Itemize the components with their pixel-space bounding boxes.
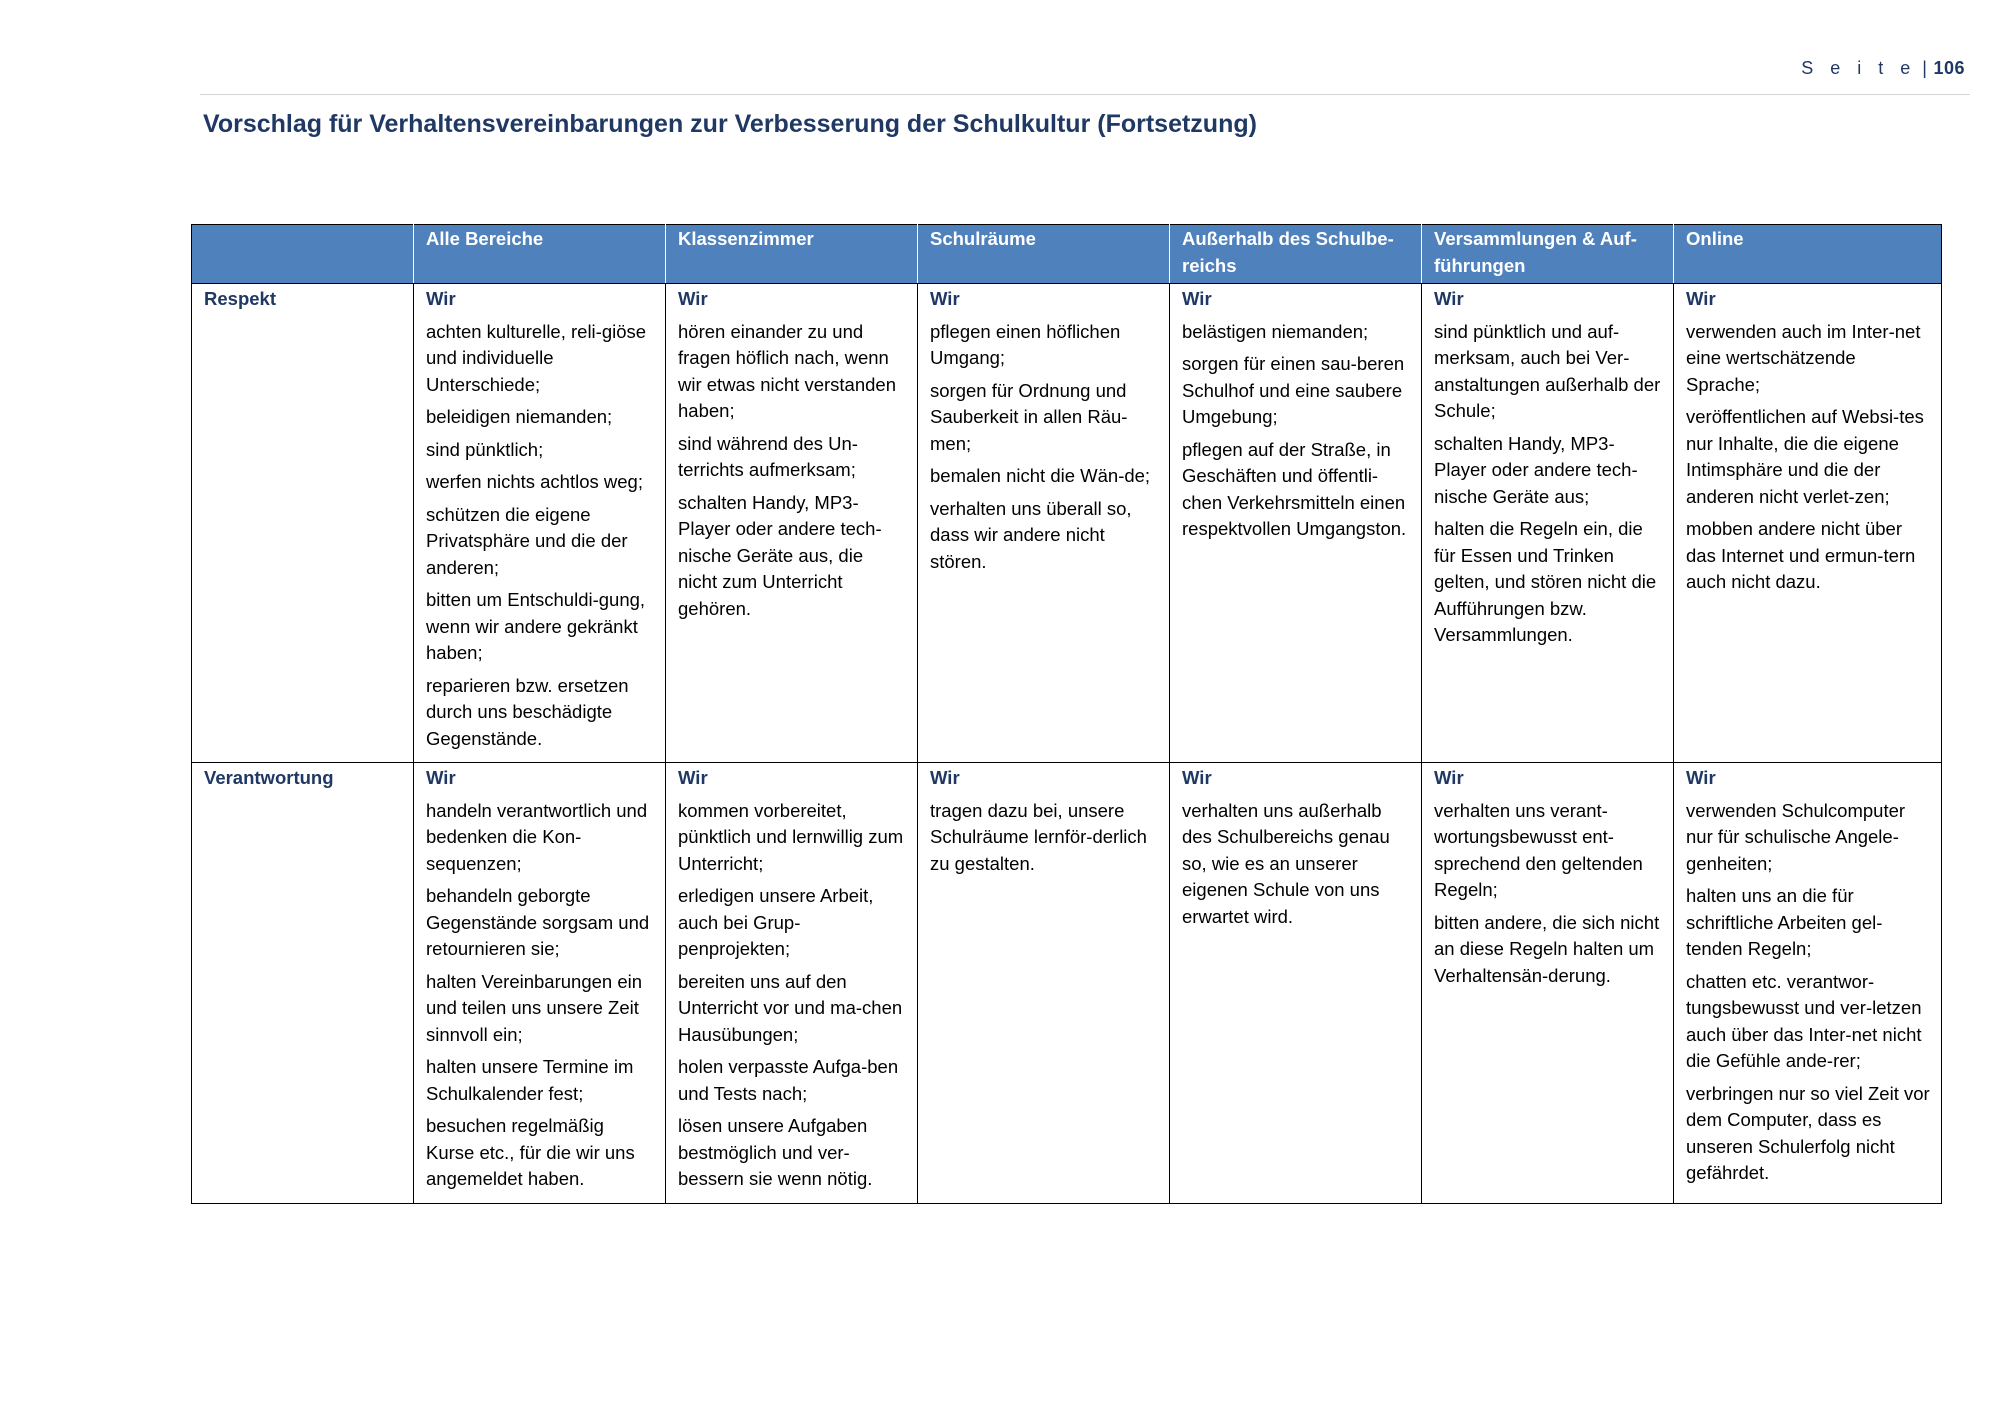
list-item: bitten um Entschuldi-gung, wenn wir andere gekränkt haben; bbox=[426, 589, 646, 663]
table-cell bbox=[1422, 763, 1674, 1204]
column-header: Alle Bereiche bbox=[414, 225, 666, 284]
table-cell bbox=[918, 763, 1170, 1204]
list-item: tragen dazu bei, unsere Schulräume lernför-derlich zu gestalten. bbox=[930, 799, 1147, 874]
table-header-row bbox=[192, 225, 1942, 284]
list-item: verhalten uns überall so, dass wir andere nicht stören. bbox=[930, 497, 1132, 572]
list-item: sorgen für Ordnung und Sauberkeit in allen Räu-men; bbox=[930, 379, 1128, 454]
list-item: verhalten uns außerhalb des Schulbereichs genau so, wie es an unserer eigenen Schule von uns erwartet wird. bbox=[1182, 799, 1390, 927]
wir-label: Wir bbox=[678, 767, 708, 788]
wir-label: Wir bbox=[426, 288, 456, 309]
list-item: pflegen einen höflichen Umgang; bbox=[930, 320, 1121, 368]
table-cell bbox=[666, 284, 918, 763]
list-item: werfen nichts achtlos weg; bbox=[426, 471, 643, 492]
list-item: belästigen niemanden; bbox=[1182, 320, 1369, 342]
table-cell bbox=[1674, 763, 1942, 1204]
table-cell bbox=[414, 284, 666, 763]
list-item: holen verpasste Aufga-ben und Tests nach; bbox=[678, 1056, 899, 1104]
column-header: Klassenzimmer bbox=[666, 225, 918, 284]
column-header: Versammlungen & Auf-führungen bbox=[1422, 225, 1674, 284]
rules-table bbox=[191, 224, 1942, 1204]
list-item: hören einander zu und fragen höflich nach, wenn wir etwas nicht verstanden haben; bbox=[678, 320, 896, 421]
column-header: Außerhalb des Schulbe-reichs bbox=[1170, 225, 1422, 284]
list-item: halten die Regeln ein, die für Essen und Trinken gelten, und stören nicht die Aufführungen bzw. Versammlungen. bbox=[1434, 518, 1657, 645]
list-item: halten Vereinbarungen ein und teilen uns unsere Zeit sinnvoll ein; bbox=[426, 970, 643, 1045]
table-body bbox=[192, 284, 1942, 1204]
table-row bbox=[192, 284, 1942, 763]
list-item: veröffentlichen auf Websi-tes nur Inhalte, die die eigene Intimsphäre und die der anderen nicht verlet-zen; bbox=[1686, 406, 1924, 507]
wir-label: Wir bbox=[930, 767, 960, 788]
wir-label: Wir bbox=[930, 288, 960, 309]
table-cell bbox=[1674, 284, 1942, 763]
table-cell bbox=[1422, 284, 1674, 763]
table-cell bbox=[918, 284, 1170, 763]
page-header bbox=[200, 54, 1970, 95]
wir-label: Wir bbox=[426, 767, 456, 788]
column-header: Schulräume bbox=[918, 225, 1170, 284]
document-title: Vorschlag für Verhaltensvereinbarungen zur Verbesserung der Schulkultur (Fortsetzung) bbox=[203, 110, 1257, 138]
column-header-empty bbox=[192, 225, 414, 284]
table-row bbox=[192, 763, 1942, 1204]
table-cell bbox=[1170, 763, 1422, 1204]
list-item: reparieren bzw. ersetzen durch uns beschädigte Gegenstände. bbox=[426, 674, 629, 749]
list-item: verbringen nur so viel Zeit vor dem Computer, dass es unseren Schulerfolg nicht gefährdet. bbox=[1686, 1082, 1930, 1183]
list-item: besuchen regelmäßig Kurse etc., für die wir uns angemeldet haben. bbox=[426, 1115, 635, 1189]
row-label: Respekt bbox=[192, 284, 414, 763]
list-item: beleidigen niemanden; bbox=[426, 406, 613, 427]
list-item: schalten Handy, MP3-Player oder andere tech-nische Geräte aus; bbox=[1434, 432, 1638, 507]
list-item: schalten Handy, MP3-Player oder andere tech-nische Geräte aus, die nicht zum Unterricht gehören. bbox=[678, 491, 882, 619]
list-item: sind pünktlich; bbox=[426, 438, 544, 460]
wir-label: Wir bbox=[1182, 767, 1212, 788]
table-cell bbox=[414, 763, 666, 1204]
list-item: halten unsere Termine im Schulkalender fest; bbox=[426, 1056, 634, 1104]
page-label: S e i t e bbox=[1801, 58, 1917, 78]
list-item: lösen unsere Aufgaben bestmöglich und ver-bessern sie wenn nötig. bbox=[678, 1115, 873, 1189]
list-item: achten kulturelle, reli-giöse und individuelle Unterschiede; bbox=[426, 320, 647, 395]
list-item: bitten andere, die sich nicht an diese Regeln halten um Verhaltensän-derung. bbox=[1434, 911, 1660, 986]
wir-label: Wir bbox=[1182, 288, 1212, 309]
list-item: mobben andere nicht über das Internet und ermun-tern auch nicht dazu. bbox=[1686, 518, 1916, 592]
list-item: verwenden Schulcomputer nur für schulische Angele-genheiten; bbox=[1686, 799, 1906, 874]
list-item: sind während des Un-terrichts aufmerksam; bbox=[678, 432, 858, 480]
list-item: bemalen nicht die Wän-de; bbox=[930, 465, 1151, 486]
row-label: Verantwortung bbox=[192, 763, 414, 1204]
list-item: verhalten uns verant-wortungsbewusst ent-sprechend den geltenden Regeln; bbox=[1434, 799, 1643, 900]
list-item: pflegen auf der Straße, in Geschäften und öffentli-chen Verkehrsmitteln einen respektvollen Umgangston. bbox=[1182, 438, 1407, 539]
list-item: bereiten uns auf den Unterricht vor und ma-chen Hausübungen; bbox=[678, 970, 903, 1045]
page-number-value: 106 bbox=[1933, 58, 1965, 78]
wir-label: Wir bbox=[1434, 767, 1464, 788]
wir-label: Wir bbox=[1434, 288, 1464, 309]
wir-label: Wir bbox=[1686, 288, 1716, 309]
page-number bbox=[1801, 58, 1965, 79]
list-item: chatten etc. verantwor-tungsbewusst und ver-letzen auch über das Inter-net nicht die Gefühle ande-rer; bbox=[1686, 970, 1922, 1071]
list-item: sind pünktlich und auf-merksam, auch bei Ver-anstaltungen außerhalb der Schule; bbox=[1434, 320, 1661, 421]
list-item: halten uns an die für schriftliche Arbeiten gel-tenden Regeln; bbox=[1686, 885, 1883, 959]
column-header: Online bbox=[1674, 225, 1942, 284]
list-item: sorgen für einen sau-beren Schulhof und eine saubere Umgebung; bbox=[1182, 353, 1405, 427]
wir-label: Wir bbox=[1686, 767, 1716, 788]
table-cell bbox=[666, 763, 918, 1204]
list-item: schützen die eigene Privatsphäre und die der anderen; bbox=[426, 503, 628, 578]
wir-label: Wir bbox=[678, 288, 708, 309]
list-item: verwenden auch im Inter-net eine wertschätzende Sprache; bbox=[1686, 320, 1921, 395]
page-separator: | bbox=[1922, 58, 1928, 78]
list-item: behandeln geborgte Gegenstände sorgsam und retournieren sie; bbox=[426, 885, 650, 959]
list-item: kommen vorbereitet, pünktlich und lernwillig zum Unterricht; bbox=[678, 799, 904, 874]
list-item: handeln verantwortlich und bedenken die Kon-sequenzen; bbox=[426, 799, 648, 874]
list-item: erledigen unsere Arbeit, auch bei Grup-penprojekten; bbox=[678, 885, 874, 959]
table-cell bbox=[1170, 284, 1422, 763]
